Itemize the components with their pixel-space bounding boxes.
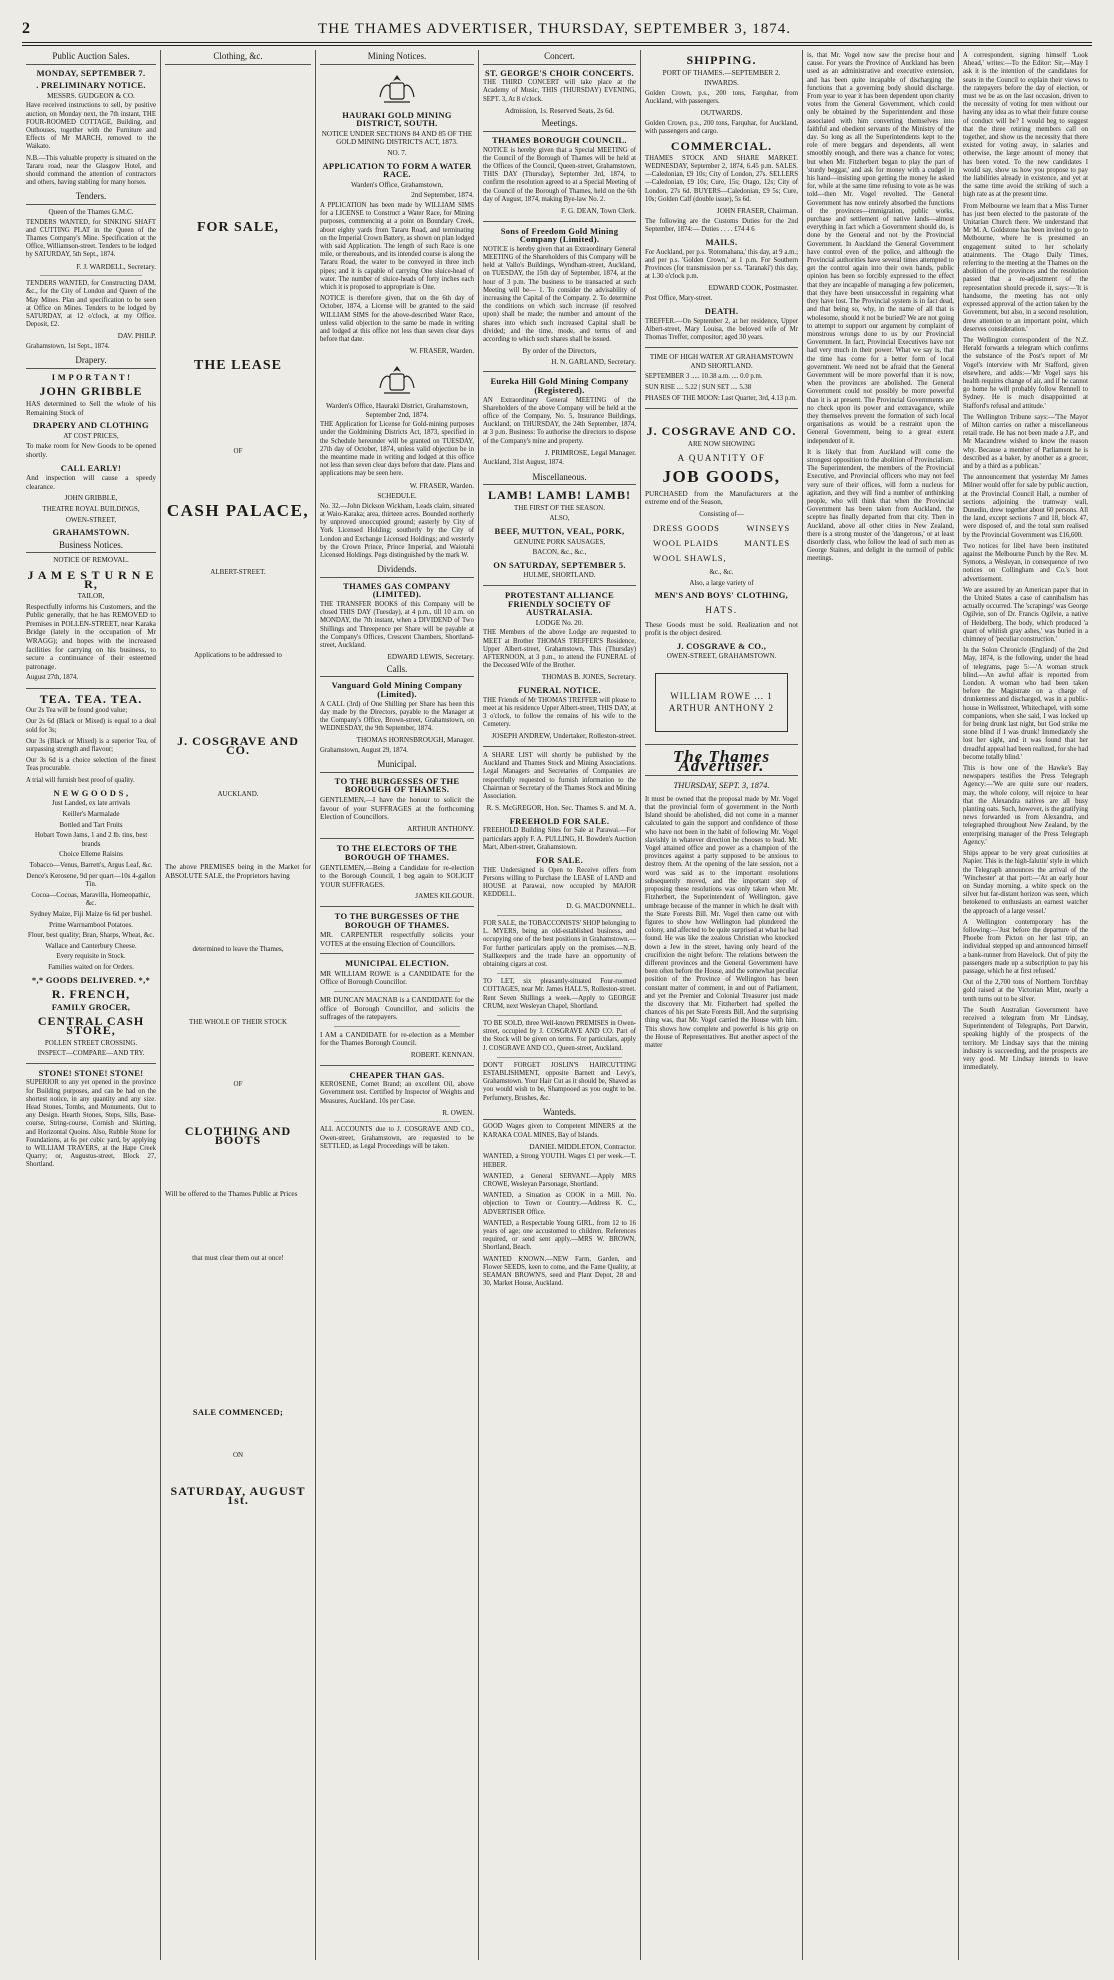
application-place: Warden's Office, Grahamstown, — [351, 180, 443, 189]
column-5 — [641, 50, 802, 1960]
tea-line: Our 3s 6d is a choice selection of the finest Teas procurable. — [26, 757, 156, 773]
tea-line: Our 3s (Black or Mixed) is a superior Tea, of surpassing strength and flavour; — [26, 737, 156, 754]
municipal-election-title: MUNICIPAL ELECTION. — [345, 958, 449, 969]
cheaper-than-gas: CHEAPER THAN GAS. — [349, 1069, 445, 1080]
divider — [483, 371, 636, 372]
of-text: OF — [233, 446, 243, 455]
vanguard-date: Grahamstown, August 29, 1874. — [320, 746, 408, 754]
goods-row — [653, 524, 790, 533]
gribble-name: JOHN GRIBBLE — [39, 384, 143, 399]
divider — [334, 991, 460, 992]
goods-item: DRESS GOODS — [653, 523, 720, 534]
inwards-heading: INWARDS. — [704, 79, 739, 88]
tea-line: A trial will furnish best proof of quality. — [26, 776, 135, 784]
divider — [334, 1026, 460, 1027]
market-signature: JOHN FRASER, Chairman. — [716, 207, 798, 215]
stone-heading: STONE! STONE! STONE! — [38, 1067, 144, 1078]
mails-text: For Auckland, per p.s. 'Rotomahana,' this day, at 9 a.m.; and per p.s. 'Golden Crown,' at 1 p.m. For Southern Provinces (for transmission per s.s. 'Taranaki') this day, at 1.30 o'clock p.m. — [645, 248, 798, 281]
divider — [645, 744, 798, 745]
gas-company-text: THE TRANSFER BOOKS of this Company will be closed THIS DAY (Tuesday), at 4 p.m., till 10 a.m. on MONDAY, the 7th instant, when a DIVIDEND of Two Shillings and Threepence per Share will be payable at the Company's Offices, Crescent Chambers, Shortland-street, Auckland. — [320, 600, 474, 649]
divider — [26, 688, 156, 689]
gribble-text-2: To make room for New Goods to be opened shortly. — [26, 442, 156, 459]
district-title: HAURAKI GOLD MINING DISTRICT, SOUTH. — [342, 109, 452, 129]
goods-item: Prime Warrnambool Potatoes. — [49, 920, 133, 929]
wanted-text: WANTED, a Respectable Young GIRL, from 12 to 16 years of age; one accustomed to children. References required, or send sent apply.—MRS W. BROWN, Shortland, Beach. — [483, 1219, 636, 1252]
french-street: POLLEN STREET CROSSING. — [44, 1038, 138, 1047]
gribble-text: HAS determined to Sell the whole of his Remaining Stock of — [26, 400, 156, 417]
application-title: APPLICATION TO FORM A WATER RACE. — [322, 160, 472, 180]
kilgour-text: GENTLEMEN,—Being a Candidate for re-election to the Borough Council, I beg again to SOLICIT YOUR SUFFRAGES. — [320, 863, 474, 889]
news-paragraph: From Melbourne we learn that a Miss Turner has just been elected to the pastorate of the Unitarian Church there. We understand that Mr M. A. Goldstone has been invited to go to Melbourne, where he is presumed an engagement suited to her scholarly attainments. The Otago Daily Times, referring to the meeting at the Thames on the abolition of the provinces and the resolution passed that a re-adjustment of the representation should precede it, says:—'It is handsome, the meeting has not only expressed approval of the action taken by the Government, but also, in a second resolution, drew attention to an important point, which deserves consideration.' — [963, 202, 1088, 333]
forsale-text: THE Undersigned is Open to Receive offers from Persons willing to Purchase the LEASE of LAND and HOUSE at Parawai, now occupied by MAJOR KEDDELL. — [483, 866, 636, 899]
section-heading: Dividends. — [320, 563, 474, 578]
gribble-town: GRAHAMSTOWN. — [52, 527, 130, 538]
news-paragraph: A correspondent, signing himself 'Look Ahead,' writes:—To the Editor: Sir,—May I ask it is the intention of the candidates for seats in the Council to explain their views to the ratepayers before the day of election, or must we be as on the last occasion, driven to the necessity of voting for men without our having any idea as to what their future course of conduct will be? I would beg to suggest that the three retiring members call on together, and show us the necessity that there existed for voting away, in salaries and otherwise, the large amount of money that has been voted. To the new candidates I would say, show us how you propose to pay the liabilities already in existence, and yet at the same time avoid the striking of such a high rate as at the present time. — [963, 52, 1088, 199]
tea-line: Our 2s Tea will be found good value; — [26, 707, 128, 715]
tender-signature: F. J. WARDELL, Secretary. — [76, 262, 156, 271]
etc-text: &c., &c. — [709, 568, 734, 577]
turner-trade: TAILOR, — [77, 592, 105, 601]
section-heading: Calls. — [320, 663, 474, 678]
notice-under: NOTICE UNDER SECTIONS 84 AND 85 OF THE GOLD MINING DISTRICTS ACT, 1873. — [321, 129, 473, 147]
freedom-signature: H. N. GARLAND, Secretary. — [551, 357, 636, 366]
section-heading: Wanteds. — [483, 1106, 636, 1121]
section-heading: Tenders. — [26, 190, 156, 205]
schedule-heading: SCHEDULE. — [377, 492, 417, 501]
goods-row — [653, 554, 790, 563]
goods-item: WINSEYS — [746, 523, 790, 534]
column-2 — [161, 50, 315, 1960]
choir-text: THE THIRD CONCERT will take place at the Academy of Music, THIS (THURSDAY) EVENING, SEPT. 3, At 8 o'clock. — [483, 79, 636, 103]
lamb-sub: THE FIRST OF THE SEASON. — [514, 503, 605, 512]
divider — [497, 1057, 622, 1058]
customs-text: The following are the Customs Duties for the 2nd September, 1874:— Duties . . . . £74 4 6 — [645, 217, 798, 233]
goods-item: WOOL SHAWLS, — [653, 552, 727, 563]
eureka-text: AN Extraordinary General MEETING of the Shareholders of the above Company will be held at the office of the Company, No. 5, Insurance Buildings, Auckland, on THURSDAY, the 24th September, 1874, at 3 p.m. Business: To authorise the directors to dispose of the Company's mine and property. — [483, 396, 636, 445]
kennan-text: I AM a CANDIDATE for re-election as a Member for the Thames Borough Council. — [320, 1030, 474, 1048]
divider — [497, 915, 622, 916]
kerosene-text: KEROSENE, Comet Brand; an excellent Oil, above Government test. Certified by Inspector of Weights and Measures, Auckland. 10s per Case. — [320, 1081, 474, 1105]
variety-text: Also, a large variety of — [689, 578, 754, 587]
whole-stock-text: THE WHOLE OF THEIR STOCK — [189, 1017, 287, 1026]
goods-item: Flour, best quality; Bran, Sharps, Wheat, &c. — [27, 931, 155, 940]
anthony-text: GENTLEMEN,—I have the honour to solicit the favour of your SUFFRAGES at the forthcoming Election of Councillors. — [320, 795, 474, 822]
premises-text: The above PREMISES being in the Market for ABSOLUTE SALE, the Proprietors having — [165, 862, 311, 880]
divider — [320, 953, 474, 954]
wanted-text: GOOD Wages given to Competent MINERS at the KARAKA COAL MINES, Bay of Islands. — [483, 1123, 636, 1139]
kilgour-signature: JAMES KILGOUR. — [415, 892, 474, 901]
mails-signature: EDWARD COOK, Postmaster. — [708, 284, 798, 293]
kerosene-signature: R. OWEN. — [442, 1108, 474, 1117]
important-heading: I M P O R T A N T ! — [51, 371, 131, 382]
albert-street: ALBERT-STREET. — [210, 567, 266, 576]
news-paragraph: The South Australian Government have received a telegram from Mr Lindsay, Superintendent of Telegraphs, Port Darwin, speaking highly of the prospects of the territory. Mr Lindsay says that the mining industry is succeeding, and the prospects are very good. Mr Lindsay intends to leave immediately. — [963, 1006, 1088, 1072]
application-signature: W. FRASER, Warden. — [409, 347, 474, 356]
divider — [645, 347, 798, 348]
to-be-sold-text: TO BE SOLD, three Well-known PREMISES in Owen-street, occupied by J. COSGRAVE AND CO. Part of the Stock will be given on terms. For particulars, apply J. COSGRAVE AND CO., Queen-street, Auckland. — [483, 1019, 636, 1052]
on-text: ON — [232, 1450, 244, 1459]
royal-crest-icon — [374, 362, 420, 398]
column-4 — [479, 50, 640, 1960]
goods-item: Dence's Kerosene, 9d per quart—10s 4-gallon Tin. — [26, 871, 156, 889]
saturday-text: ON SATURDAY, SEPTEMBER 5. — [493, 559, 626, 570]
inwards-text: Golden Crown, p.s., 200 tons, Farquhar, from Auckland, with passengers. — [645, 89, 798, 105]
column-6 — [803, 50, 958, 1960]
section-heading: Drapery. — [26, 354, 156, 369]
divider — [320, 906, 474, 907]
tide-line: PHASES OF THE MOON: Last Quarter, 3rd, 4.13 p.m. — [645, 395, 797, 402]
clear-text: that must clear them out at once! — [192, 1253, 284, 1262]
goods-item: Wallace and Canterbury Cheese. — [45, 941, 137, 950]
clothing-boots-heading: CLOTHING AND BOOTS — [184, 1123, 292, 1147]
column-7 — [959, 50, 1092, 1960]
notice-number: NO. 7. — [387, 148, 407, 157]
gribble-street: OWEN-STREET, — [65, 515, 117, 524]
accounts-text: ALL ACCOUNTS due to J. COSGRAVE AND CO., Owen-street, Grahamstown, are requested to be SETTLED, as Legal Proceedings will be taken. — [320, 1126, 474, 1150]
funeral-signature: JOSEPH ANDREW, Undertaker, Rolleston-street. — [491, 732, 636, 741]
wardens-office-text: THE Application for License for Gold-mining purposes under the Goldmining Districts Act, 1873, specified in the Schedule hereunder will be granted on TUESDAY, 27th day of October, 1874, unless valid objection be in the meantime made in writing and lodged at this office not less than seven clear days before that date. Plans and applications may be seen here. — [320, 421, 474, 478]
tender-date: Grahamstown, 1st Sept., 1874. — [26, 343, 110, 351]
divider — [320, 1065, 474, 1066]
cosgrave-heading: J. COSGRAVE AND CO. — [646, 424, 797, 439]
section-heading: Municipal. — [320, 758, 474, 773]
to-let-text: TO LET, six pleasantly-situated Four-roomed COTTAGES, near Mr. James HALL'S, Rolleston-street. Rent Seven Shillings a week.—Apply to GEORGE CRUM, next Wesleyan Chapel, Shortland. — [483, 978, 636, 1010]
goods-item: Keiller's Marmalade — [62, 810, 120, 819]
now-showing: ARE NOW SHOWING — [687, 439, 756, 448]
kennan-signature: ROBERT. KENNAN. — [410, 1051, 474, 1060]
choir-title: ST. GEORGE'S CHOIR CONCERTS. — [485, 67, 634, 78]
divider — [483, 585, 636, 586]
burgesses-title: TO THE BURGESSES OF THE BOROUGH OF THAMES. — [334, 910, 460, 930]
preliminary-notice: . PRELIMINARY NOTICE. — [36, 80, 146, 91]
cash-palace-heading: CASH PALACE, — [166, 501, 310, 521]
anthony-signature: ARTHUR ANTHONY. — [407, 824, 474, 833]
tender-text: TENDERS WANTED, for Constructing DAM, &c., for the City of London and Queen of the May Mines. Plan and specification to be seen at Office on Mines. Tenders to be lodged by SATURDAY, at 12 o'clock, at my Office. Deposit, £2. — [26, 280, 156, 329]
turner-date: August 27th, 1874. — [26, 674, 79, 682]
eureka-title: Eureka Hill Gold Mining Company (Registered). — [490, 376, 629, 395]
gribble-place: THEATRE ROYAL BUILDINGS, — [42, 504, 140, 513]
lodge-number: LODGE No. 20. — [535, 618, 584, 627]
divider — [497, 973, 622, 974]
gribble-stock: DRAPERY AND CLOTHING — [33, 420, 149, 431]
purchased-text: PURCHASED from the Manufacturers at the extreme end of the Season, — [645, 489, 798, 507]
news-paragraph: The Wellington correspondent of the N.Z. Herald forwards a telegram which confirms the substance of the Post's report of Mr Vogel's interview with Mr Stafford, given elsewhere, and adds:—'Mr Vogel says his health requires change of air, and if he cannot go home he will probably follow Rennell to Sydney. He is much disappointed at Stafford's refusal and attitude.' — [963, 336, 1088, 410]
new-goods-sub: Just Landed, ex late arrivals — [51, 799, 131, 808]
call-text: And inspection will cause a speedy clearance. — [26, 474, 156, 491]
editorial-text: It must be owned that the proposal made by Mr. Vogel that the provincial form of government in the North Island should be abolished, did not come in a manner calculated to gain the support and confidence of those who have not been in the habit of following Mr. Vogel slavishly in whatever direction he chooses to lead. Mr. Vogel attained office and power as a champion of the provinces against a party supposed to be anxious to destroy them. At the opening of the late session, not a word was said as to the important resolutions subsequently moved, and the important step of proposing these resolutions was only taken when Mr. Fitzherbert, the Superintendent of Wellington, gave umbrage because of the manner in which he dealt with the State Forests Bill. Mr. Vogel then came out with figures to show how Wellington had plundered the colony, and affected to be quite surprised at what he had found. He was like the zealous Christian who knocked down a Jew in the street, having only heard of the crucifixion the night before. The relations between the different provinces and the General Government have been often before the House, and the somewhat peculiar position of the Province of Wellington has been constant matter of comment, in and out of Parliament, and yet the Premier and Colonial Treasurer just made the discovery that Mr. Fitzherbert had spelled the chances of his pet State Forests Bill. And the surprising thing was, that Mr. Vogel carried the House with him. This shows how complete and powerful is his grip on the House of Representatives. But another aspect of the matter — [645, 795, 798, 1049]
goods-item: Bottled and Tart Fruits — [59, 820, 123, 829]
tobacco-text: FOR SALE, the TOBACCONISTS' SHOP belonging to L. MYERS, being an old-established business, and occupying one of the best positions in Grahamstown.—For further particulars apply on the premises.—N.B. Stallkeepers and the trade have an opportunity of obtaining cigars at cost. — [483, 919, 636, 968]
section-heading: Mining Notices. — [320, 50, 474, 65]
news-paragraph: Two notices for libel have been instituted against the Melbourne Punch by the Rev. M. Symons, a Wesleyan, in consequence of two notices on Collingham and Co.'s boot advertisement. — [963, 542, 1088, 583]
cosgrave-name: J. COSGRAVE AND CO. — [177, 734, 299, 757]
royal-crest-icon — [374, 71, 420, 107]
share-list-text: A SHARE LIST will shortly be published by the Auckland and Thames Stock and Mining Associations. Legal Managers and Secretaries of Companies are respectfully requested to furnish information to the Chairman or Secretary of the Thames Stock and Mining Association. — [483, 751, 636, 800]
wardens-office-place: Warden's Office, Hauraki District, Grahamstown, September 2nd, 1874. — [325, 401, 469, 419]
masthead — [22, 18, 1092, 40]
share-list-signature: R. S. McGREGOR, Hon. Sec. Thames S. and M. A. — [486, 804, 636, 813]
alliance-text: THE Members of the above Lodge are requested to MEET at Brother THOMAS TREFFER'S Residence, Upper Albert-street, Grahamstown, This (Thursday) AFTERNOON, at 3 p.m., to attend the FUNERAL of the Deceased Wife of the Brother. — [483, 629, 636, 670]
wardens-office-signature: W. FRASER, Warden. — [409, 481, 474, 490]
council-title: THAMES BOROUGH COUNCIL. — [492, 134, 627, 145]
divider — [320, 838, 474, 839]
news-paragraph: The announcement that yesterday Mr James Milner would offer for sale by public auction, at the Provincial Council Hall, a number of sections adjoining the tramway wall, Dunedin, drew together about 60 persons. All the land, except sections 7 and 18, block 47, were disposed of, and the total sum realised by the Provincial Government was £16,600. — [963, 474, 1088, 539]
council-text: NOTICE is hereby given that a Special MEETING of the Council of the Borough of Thames will be held at the Offices of the Council, Queen-street, Grahamstown, THIS DAY (Thursday), September 3rd, 1874, to confirm the resolution agreed to at a Special Meeting of the Council of the Borough of Thames, held on the 6th day of August, 1874, making Bye-law No. 2. — [483, 146, 636, 203]
wanted-text: WANTED, a Strong YOUTH. Wages £1 per week.—T. HEBER. — [483, 1153, 636, 1169]
rowe-text: MR WILLIAM ROWE is a CANDIDATE for the Office of Borough Councillor. — [320, 969, 474, 987]
mens-clothing: MEN'S AND BOYS' CLOTHING, — [654, 590, 789, 601]
masthead-rule — [22, 42, 1092, 43]
realisation-text: These Goods must be sold. Realization and not profit is the object desired. — [645, 620, 798, 638]
death-text: TREFFER.—On September 2, at her residence, Upper Albert-street, Mary Louisa, the beloved wife of Mr Thomas Treffer, compositor; aged 30 years. — [645, 317, 798, 342]
news-paragraph: A Wellington contemporary has the following:—'Just before the departure of the Phoebe from Picton on her last trip, an individual stepped up and announced himself a bank-runner from Havelock. Out of pity the passengers made up a subscription to pay his passage, which he at first refused.' — [963, 918, 1088, 975]
market-text: THAMES STOCK AND SHARE MARKET. WEDNESDAY, September 2, 1874, 6.45 p.m. SALES.—Caledonian, £9 10s; City of London, 27s. SELLERS—Caledonian, £9 10s; Cure, 15s; Otago, 12s; City of London, 27s 6d. BUYERS—Caledonian, £9 5s; Cure, 10s; Golden Calf (double issue), 5s 6d. — [645, 154, 798, 203]
auckland-text: AUCKLAND. — [217, 790, 259, 799]
news-paragraph: The Wellington Tribune says:—'The Mayor of Milton carries on rather a miscellaneous retail trade. He has not been made a J.P., and Mr Macandrew wished to know the reason why. Because a member of Parliament he is described as a baker, by another as a grocer, and by a third as a publican.' — [963, 413, 1088, 470]
cosgrave-signature: J. COSGRAVE & CO., — [676, 640, 767, 651]
eureka-date: Auckland, 31st August, 1874. — [483, 459, 564, 467]
eureka-signature: J. PRIMROSE, Legal Manager. — [544, 448, 636, 457]
turner-name: J A M E S T U R N E R, — [27, 567, 155, 591]
auctioneer-name: MESSRS. GUDGEON & CO. — [47, 91, 135, 100]
forsale-title: FOR SALE. — [535, 854, 584, 865]
forsale-signature: D. G. MACDONNELL. — [566, 902, 636, 911]
section-heading: Concert. — [483, 50, 636, 65]
mails-heading: MAILS. — [705, 237, 738, 247]
divider — [334, 1121, 460, 1122]
tender-title: Queen of the Thames G.M.C. — [48, 208, 134, 216]
goods-delivered: *,* GOODS DELIVERED. *,* — [31, 974, 151, 985]
gribble-price: AT COST PRICES, — [63, 431, 119, 440]
tea-heading: TEA. TEA. TEA. — [39, 691, 143, 706]
auction-text: Have received instructions to sell, by positive auction, on Monday next, the 7th instant, THE FOUR-ROOMED COTTAGE, Building, and Outhouses, together with the Furniture and Effects of Mr MARCH, removed to the Waikato. — [26, 102, 156, 151]
wanted-text: WANTED, a General SERVANT.—Apply MRS CROWE, Wesleyan Parsonage, Shortland. — [483, 1172, 636, 1189]
news-paragraph: Ships appear to be very great curiosities at Napier. This is the high-falutin' style in which the Telegraph announces the arrival of the 'Winchester' at that port:—'At an early hour on Sunday morning, a white speck on the silver but far-distant horizon was seen, which betokened to enthusiasts an earnest watcher the approach of a large vessel.' — [963, 850, 1088, 915]
section-heading: Meetings. — [483, 117, 636, 132]
council-signature: F. G. DEAN, Town Clerk. — [560, 207, 636, 215]
result-line: ARTHUR ANTHONY 2 — [668, 703, 775, 714]
applications-text: Applications to be addressed to — [194, 650, 282, 659]
alliance-title: PROTESTANT ALLIANCE FRIENDLY SOCIETY OF AUSTRALASIA. — [504, 589, 615, 618]
tide-line: SUN RISE .... 5.22 | SUN SET .... 5.38 — [645, 383, 752, 391]
carpenter-text: MR. CARPENTER respectfully solicits your VOTES at the ensuing Election of Councillors. — [320, 931, 474, 948]
cosgrave-place: OWEN-STREET, GRAHAMSTOWN. — [666, 652, 777, 661]
section-heading: Business Notices. — [26, 539, 156, 554]
outwards-text: Golden Crown, p.s., 200 tons, Farquhar, for Auckland, with passengers and cargo. — [645, 119, 798, 135]
section-heading: Clothing, &c. — [165, 50, 311, 65]
divider — [497, 1015, 622, 1016]
outwards-heading: OUTWARDS. — [700, 109, 743, 118]
divider — [483, 221, 636, 222]
of-text: OF — [233, 1080, 243, 1089]
the-lease-heading: THE LEASE — [194, 358, 282, 374]
freedom-text: NOTICE is hereby given that an Extraordinary General MEETING of the Shareholders of this Company will be held at Vallo's Buildings, Wyndham-street, Auckland, on TUESDAY, the 15th day of September, 1874, at the hour of 3 p.m. The business to be transacted at such Meeting will be— 1. To consider the advisability of increasing the Capital of the Company. 2. To determine the conditions on which such increase (if resolved upon) shall be made; the number and amount of the shares into which such increased Capital shall be divided; and the time, mode, and terms of and according to which such shares shall be issued. — [483, 245, 636, 344]
macnab-text: MR DUNCAN MACNAB is a CANDIDATE for the office of Borough Councillor, and solicits the suffrages of the ratepayers. — [320, 996, 474, 1022]
gas-company-signature: EDWARD LEWIS, Secretary. — [387, 653, 474, 662]
death-heading: DEATH. — [704, 306, 739, 317]
tea-line: Our 2s 6d (Black or Mixed) is equal to a deal sold for 3s; — [26, 718, 156, 734]
tide-line: SEPTEMBER 3 ..... 10.38 a.m. .... 0.0 p.m. — [645, 372, 763, 380]
vanguard-title: Vanguard Gold Mining Company (Limited). — [331, 680, 463, 699]
sale-date: MONDAY, SEPTEMBER 7. — [36, 67, 146, 78]
editorial-continued-2: It is likely that from Auckland will come the strongest opposition to the abolition of Provincialism. The Superintendent, the members of the Provincial Executive, and Provincial officers who may not feel very sure of their offices, will form a nucleus for agitation, and they will find a number of unthinking people, who will think that when the Provincial Government has been taken from Auckland, the sceptre has finally departed from that city. Then in Auckland, above all other cities in New Zealand, there is a strong muster of the 'dangerous,' or at least disorderly class, who follow the lead of such men as George Staines, and delight in the turmoil of public meetings. — [807, 448, 954, 563]
commercial-heading: COMMERCIAL. — [670, 139, 773, 154]
goods-item: MANTLES — [744, 537, 790, 548]
hats-text: HATS. — [705, 604, 738, 615]
families-text: Families waited on for Orders. — [48, 962, 134, 971]
also-text: ALSO, — [549, 514, 570, 523]
masthead-rule-2 — [22, 45, 1092, 46]
funeral-text: THE Friends of Mr THOMAS TREFFER will please to meet at his residence Upper Albert-street, THIS DAY, at 3 o'clock, to follow the remains of his wife to the Cemetery. — [483, 696, 636, 729]
election-result-box — [655, 673, 788, 732]
tender-signature: DAV. PHILP. — [117, 332, 156, 341]
hulme-text: HULME, SHORTLAND. — [523, 571, 596, 580]
column-1 — [22, 50, 160, 1960]
news-paragraph: This is how one of the Hawke's Bay newspapers testifies the Press Telegraph Agency:—'We are quite sure our readers, may, the whole colony, will rejoice to hear that the Alexandra natives are all busy planting oats. Such, however, is the gratifying news forwarded us from Alexandra, and telegraphed throughout New Zealand, by the enterprising manager of the Press Telegraph Agency.' — [963, 765, 1088, 846]
tide-heading: TIME OF HIGH WATER AT GRAHAMSTOWN AND SHORTLAND. — [649, 353, 794, 370]
gribble-signature: JOHN GRIBBLE, — [64, 494, 118, 503]
result-line: WILLIAM ROWE ... 1 — [670, 690, 773, 701]
wanted-text: WANTED, a Situation as COOK in a Mill. No. objection to Town or Country.—Address K. C., ADVERTISER Office. — [483, 1192, 636, 1216]
joslin-text: DON'T FORGET JOSLIN'S HAIRCUTTING ESTABLISHMENT, opposite Barnett and Levy's, Grahamstown. Your Hair Cut as it should be, Shaved as you would wish to be, Shampooed as you ought to be. Perfumery, Brushes, &c. — [483, 1061, 636, 1102]
goods-item: Sydney Maize, Fiji Maize 6s 6d per bushel. — [30, 909, 152, 918]
consisting-text: Consisting of— — [699, 509, 744, 518]
goods-item: Hobart Town Jams, 1 and 2 lb. tins, best brands — [34, 831, 148, 848]
freedom-order: By order of the Directors, — [522, 347, 597, 356]
french-store: CENTRAL CASH STORE, — [37, 1014, 145, 1037]
auction-note: N.B.—This valuable property is situated on the Tararu road, near the Glasgow Hotel, and should command the attention of contractors and others, having stabling for many horses. — [26, 154, 156, 187]
section-heading: Public Auction Sales. — [26, 50, 156, 65]
saturday-heading: SATURDAY, AUGUST 1st. — [170, 1484, 306, 1508]
offered-text: Will be offered to the Thames Public at Prices — [165, 1190, 298, 1199]
alliance-signature: THOMAS B. JONES, Secretary. — [541, 673, 636, 682]
divider — [645, 775, 798, 776]
new-goods-heading: N E W G O O D S , — [53, 787, 129, 798]
bacon-text: BACON, &c., &c., — [532, 548, 587, 557]
divider — [483, 746, 636, 747]
news-paragraph: We are assured by an American paper that in the United States a case of cannibalism has actually occurred. The 'scrapings' was George Ogilvie, son of Dr. Francis Ogilvie, a native of Heidelberg. The body, which produced 'a quart of whitish gray ashes,' was buried in a chimney of 'peculiar construction.' — [963, 586, 1088, 644]
newspaper-title: THE THAMES ADVERTISER, THURSDAY, SEPTEMBER 3, 1874. — [318, 20, 791, 37]
divider — [40, 275, 142, 276]
stone-text: SUPERIOR to any yet opened in the province for Building purposes, and can be had on the shortest notice, in any quantity and any size. Head Stones, Tombs, and Monuments. Out to any Design. Hearth Stones, Steps, Sills, Base-course, String-course, Cornish and Skirting, and Horizontal Quoins. Also, Rubble Stone for Foundations, at 6s per cubic yard, by applying to WILLIAM TRAVERS, at the Hape Creek Quarry; or, Augustus-street, Block 27, Shortland. — [26, 1079, 156, 1169]
goods-item: WOOL PLAIDS — [653, 537, 719, 548]
turner-text: Respectfully informs his Customers, and the Public generally, that he has REMOVED to Premises in POLLEN-STREET, near Karaka Bridge (lately in the occupation of Mr WRAGG); and hopes with the increased facilities for carrying on his business, to secure a continuance of their esteemed patronage. — [26, 602, 156, 671]
editorial-dateline: THURSDAY, SEPT. 3, 1874. — [673, 780, 770, 791]
sausages-text: GENUINE PORK SAUSAGES, — [513, 537, 606, 546]
application-notice: NOTICE is therefore given, that on the 6th day of October, 1874, a License will be granted to the said WILLIAM SIMS for the above-described Water Race, unless valid objection to the same be made in writing and lodged at this office not less than seven clear days before that date. — [320, 295, 474, 344]
wanted-text: WANTED KNOWN.—NEW Farm, Garden, and Flower SEEDS, keen to come, and the Fame Quality, at SEAMAN BROWN'S, seed and Plant Depot, 28 and 30, Market House, Auckland. — [483, 1255, 636, 1288]
meats-text: BEEF, MUTTON, VEAL, PORK, — [494, 525, 625, 536]
editorial-continued: is, that Mr. Vogel now saw the precise hour and cause. For years the Province of Auckland has been used as an administrative and executive extension, and has been quite incapable of discharging the functions that a governing body should discharge. From year to year it has been dependent upon charity votes from the General Government, which could only be obtained by the Superintendent and those associated with him converting themselves into faithful and obedient servants of the Ministry of the day. So long as all the Superintendents kept to the role of mere beggars and dependents, all went smoothly enough, and there was a chance for votes; but when Mr. Fitzherbert began to play the part of 'sturdy beggar,' and ask for money with a cudgel in his hand—insisting upon getting the money he asked for, while at the same time refusing to vote as he was told—then Mr. Vogel revolted. The General Government has now entirely absorbed the functions of the provinces—immigration, public works, purchase and settlement of native lands—almost everything in fact which a Government should do, is done by the General and not by the Provincial Government. In Auckland the General Government have control even of the police, and although the Provincial authorities have several times attempted to get the control again into their own hands, public opinion has been so forcibly expressed to the effect that they are incapable of managing a few policemen, that they have been unsuccessful in regaining what they have lost. The Provincial system is in fact dead, and that being so, why, in the name of all that is wholesome, should it not be buried? We are not going to attempt to support our argument by complaint of monstrous wrongs done to us by our Provincial Government. In fact, Provincial Executives have not had very much in their power. What we say is, that the time has come for a better form of local government. We need not be afraid that the General Government will be more powerful than it is now, when the provinces are abolished. The General Government could not possibly be more powerful than it is at present. The Provincial Governments are no check upon its power and extravagance, while they themselves prevent the formation of such local organisations as would be a restraint upon the General Government, being to a great extent independent of it. — [807, 52, 954, 445]
application-text: A PPLICATION has been made by WILLIAM SIMS for a LICENSE to Construct a Water Race, for Mining purposes, commencing at a point on Boundary Creek, about eighty yards from Tararu Road, and terminating on the Imperial Crown Battery, as shown on plan lodged with said Application. The length of such Race is one mile, or thereabouts, and its intended course is along the Tararu Road, the water to be conveyed in three inch pipes; and it is capable of carrying One sluice-head of water. The number of sluice-heads of forty inches each which it is proposed to appropriate is One. — [320, 201, 474, 291]
freehold-text: FREEHOLD Building Sites for Sale at Parawai.—For particulars apply F. A. PULLING, H. Bowden's Auction Mart, Albert-street, Grahamstown. — [483, 827, 636, 851]
column-3 — [316, 50, 478, 1960]
electors-title: TO THE ELECTORS OF THE BOROUGH OF THAMES. — [336, 843, 458, 862]
burgesses-title: TO THE BURGESSES OF THE BOROUGH OF THAMES. — [334, 775, 460, 795]
removal-heading: NOTICE OF REMOVAL. — [53, 556, 129, 565]
quantity-text: A QUANTITY OF — [677, 453, 766, 464]
choir-admission: Admission, 1s. Reserved Seats, 2s 6d. — [504, 106, 615, 115]
freedom-title: Sons of Freedom Gold Mining Company (Limited). — [500, 225, 619, 245]
french-name: R. FRENCH, — [51, 987, 131, 1002]
goods-item: Choice Elleme Raisins — [59, 850, 123, 859]
wanted-signature: DANIEL MIDDLETON, Contractor. — [529, 1142, 636, 1151]
funeral-title: FUNERAL NOTICE. — [518, 684, 601, 695]
for-sale-heading: FOR SALE, — [196, 219, 280, 235]
call-early: CALL EARLY! — [60, 462, 122, 473]
divider — [645, 408, 798, 409]
goods-row — [653, 539, 790, 548]
goods-item: Tobacco—Venus, Barrett's, Argus Leaf, &c. — [29, 861, 153, 870]
divider — [26, 1063, 156, 1064]
gas-company-title: THAMES GAS COMPANY (LIMITED). — [343, 580, 451, 600]
news-paragraph: Out of the 2,700 tons of Northern Torchbay gold raised at the Victorian Mint, nearly a tenth turns out to be silver. — [963, 979, 1088, 1003]
french-motto: INSPECT—COMPARE—AND TRY. — [37, 1049, 145, 1058]
tender-text: TENDERS WANTED, for SINKING SHAFT and CUTTING PLAT in the Queen of the Thames Company's Mine. Specification at the Office, Williamson-street. Tenders to be lodged by SATURDAY, 5th Sept., 1874. — [26, 218, 156, 259]
newspaper-nameplate: The Thames Advertiser. — [672, 747, 771, 775]
page-number: 2 — [22, 20, 31, 37]
job-goods-heading: JOB GOODS, — [662, 466, 781, 486]
news-paragraph: In the Solon Chronicle (England) of the 2nd May, 1874, is the following, under the head of telegrams, page 5:—'A woman struck blind.—An awful affair is reported from London. A woman who had been taken before the Magistrate on a charge of drunkenness and discharged, was in a public-house in Wellsstreet, Whitechapel, with some companions, when she said, I was locked up for being drunk last night, but God strike me stone blind if I was drunk! Immediately she lost her sight, and it was found that her dreadful appeal had been realized, for she had become totally blind.' — [963, 647, 1088, 761]
determined-text: determined to leave the Thames, — [192, 945, 284, 954]
port-heading: PORT OF THAMES.—SEPTEMBER 2. — [662, 68, 781, 77]
freehold-title: FREEHOLD FOR SALE. — [509, 815, 610, 826]
vanguard-signature: THOMAS HORNSBROUGH, Manager. — [356, 736, 474, 745]
every-requisite: Every requisite in Stock. — [56, 952, 126, 961]
french-trade: FAMILY GROCER, — [51, 1001, 131, 1012]
mails-place: Post Office, Mary-street. — [645, 295, 713, 302]
goods-item: Cocoa—Cocoas, Maravilla, Homeopathic, &c. — [31, 890, 151, 908]
schedule-text: No. 32.—John Dickson Wickham, Leads claim, situated at Waio-Karaka; area, thirteen acres. Bounded northerly by unproved unoccupied ground; easterly by City of York Licensed Holding; southerly by the City of London and Exchange Licensed Holdings; and westerly by the Crown Prince, Prince Imperial, and Waiotahi Licensed Holdings. Pegs distinguished by the mark W. — [320, 502, 474, 559]
application-date: 2nd September, 1874. — [411, 191, 474, 200]
sale-commenced: SALE COMMENCED; — [192, 1407, 284, 1418]
lamb-heading: LAMB! LAMB! LAMB! — [488, 488, 631, 503]
section-heading: Miscellaneous. — [483, 471, 636, 486]
vanguard-text: A CALL (3rd) of One Shilling per Share has been this day made by the Directors, payable to the Manager at the Company's Office, Brown-street, Grahamstown, on WEDNESDAY, the 9th September, 1874. — [320, 700, 474, 733]
shipping-heading: SHIPPING. — [686, 53, 757, 67]
